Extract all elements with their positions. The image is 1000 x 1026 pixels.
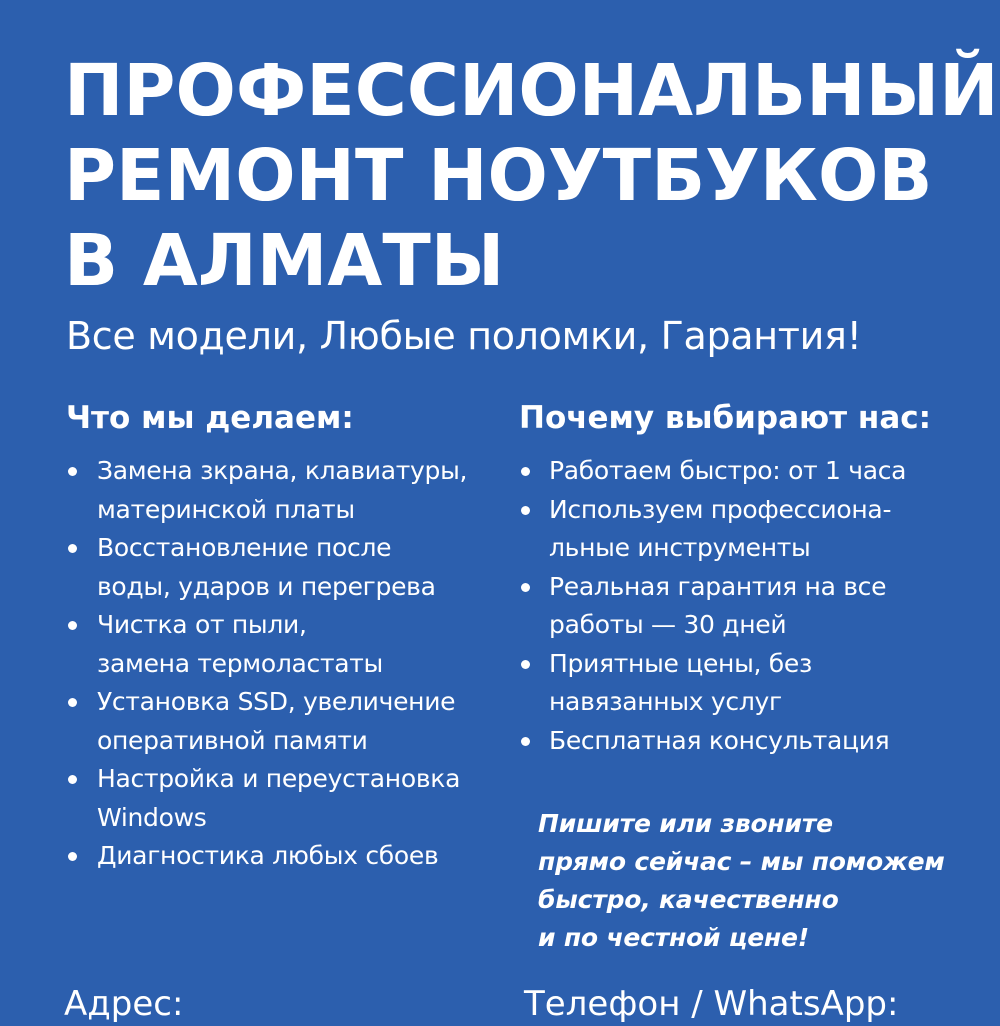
bullet-icon [68,852,77,861]
headline-line-2: РЕМОНТ НОУТБУКОВ [64,134,933,217]
bullet-icon [521,467,530,476]
bullet-icon [521,583,530,592]
headline-line-3: В АЛМАТЫ [64,219,505,302]
list-item [519,645,959,722]
bullet-icon [521,660,530,669]
call-to-action [538,805,945,957]
list-item [519,722,959,761]
list-item-line: Приятные цены, без [549,648,812,678]
cta-line: прямо сейчас – мы поможем [538,847,945,876]
list-item-line: льные инструменты [549,533,811,562]
list-item-line: Бесплатная консультация [549,725,890,755]
list-item [519,452,959,491]
list-item [66,529,506,606]
list-item [519,491,959,568]
subtitle: Все модели, Любые поломки, Гарантия! [66,314,862,358]
list-item-line: Реальная гарантия на все [549,571,887,601]
list-item-line: Настройка и переустановка [97,764,461,793]
headline-line-1: ПРОФЕССИОНАЛЬНЫЙ [64,49,999,132]
list-item-line: оперативной памяти [97,725,368,755]
advantages-list [519,452,959,760]
list-item-line: Восстановление после [97,533,392,562]
bullet-icon [521,506,530,515]
list-item-line: навязанных услуг [549,687,782,716]
cta-line: быстро, качественно [538,885,839,914]
cta-line: Пишите или звоните [538,809,833,838]
bullet-icon [68,621,77,630]
list-item [519,568,959,645]
list-item [66,760,506,837]
list-item-line: Работаем быстро: от 1 часа [549,456,907,485]
advantages-title: Почему выбирают нас: [519,400,932,436]
bullet-icon [68,467,77,476]
address-label: Адрес: [64,984,184,1024]
list-item [66,683,506,760]
list-item-line: Замена зкрана, клавиатуры, [97,456,468,485]
list-item [66,837,506,876]
bullet-icon [68,544,77,553]
list-item-line: Установка SSD, увеличение [97,687,456,716]
list-item-line: Windows [97,802,207,832]
phone-label: Телефон / WhatsApp: [524,984,899,1024]
list-item [66,452,506,529]
bullet-icon [68,698,77,707]
list-item-line: Чистка от пыли, [97,610,307,639]
list-item-line: Используем профессиона- [549,494,892,524]
headline [64,48,999,303]
bullet-icon [68,775,77,784]
cta-line: и по честной цене! [538,923,809,952]
list-item-line: Диагностика любых сбоев [97,841,439,870]
bullet-icon [521,737,530,746]
list-item-line: материнской платы [97,494,355,524]
list-item-line: замена термоластаты [97,648,383,678]
list-item [66,606,506,683]
services-list [66,452,506,876]
services-title: Что мы делаем: [66,400,354,436]
list-item-line: воды, ударов и перегрева [97,571,436,601]
list-item-line: работы — 30 дней [549,610,787,639]
